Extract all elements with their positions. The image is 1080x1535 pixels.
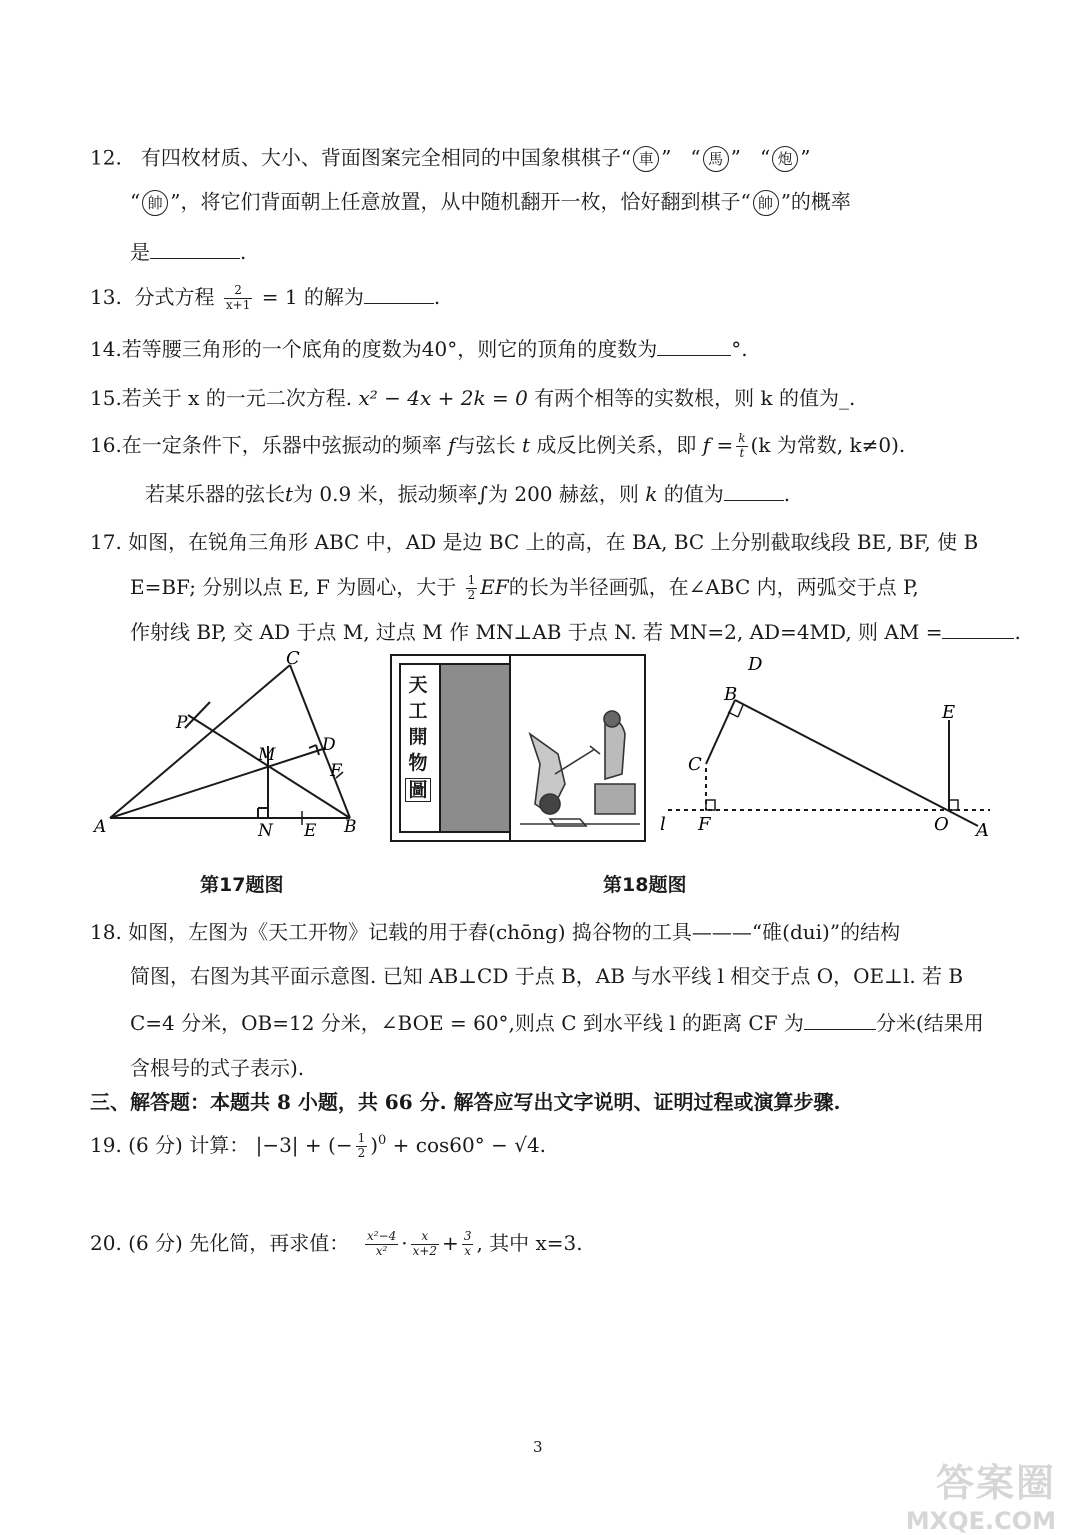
label-D: D <box>748 654 763 675</box>
question-12-line3: 是 . <box>130 240 247 264</box>
question-18-line1: 18. 如图，左图为《天工开物》记载的用于舂(chōng) 捣谷物的工具———“碓(dui)”的结构 <box>90 920 901 944</box>
question-17-line2: E=BF; 分别以点 E, F 为圆心，大于 $\frac{1}{2}$ EF的长为半径画弧，在∠ABC 内，两弧交于点 P, <box>130 573 919 602</box>
label-B: B <box>344 817 357 837</box>
fraction: $\frac{2}{x+1}$ <box>225 283 251 312</box>
label-E: E <box>942 702 956 723</box>
question-17-line3: 作射线 BP, 交 AD 于点 M, 过点 M 作 MN⊥AB 于点 N. 若 MN=2, AD=4MD, 则 AM = . <box>130 620 1021 644</box>
question-16-line2: 若某乐器的弦长t为 0.9 米，振动频率∫为 200 赫兹，则 k 的值为 . <box>145 482 791 506</box>
question-19: 19. (6 分) 计算： |−3| + (− $\frac{1}{2}$ )$^0$ + cos60° − √4. <box>90 1131 547 1160</box>
label-M: M <box>258 745 276 765</box>
fraction: $\frac{3}{x}$ <box>463 1229 472 1258</box>
fraction: $\frac{\text{x²−4}}{\text{x²}}$ <box>366 1229 397 1258</box>
answer-blank <box>657 354 731 356</box>
book-title-column: 天 工 開 物 圖 <box>402 672 434 804</box>
fraction: $\frac{k}{t}$ <box>738 431 746 460</box>
label-A: A <box>94 817 107 837</box>
chess-piece-icon: 帥 <box>753 190 779 216</box>
question-12-line2: “ 帥 ”，将它们背面朝上任意放置，从中随机翻开一枚，恰好翻到棋子“ 帥 ”的概率 <box>130 190 851 216</box>
chess-piece-icon: 帥 <box>142 190 168 216</box>
section-heading: 三、解答题：本题共 8 小题，共 66 分. 解答应写出文字说明、证明过程或演算步骤. <box>90 1090 841 1114</box>
figure-18-caption: 第18题图 <box>603 874 687 896</box>
figure-17-diagram <box>90 650 380 845</box>
page-number: 3 <box>533 1438 543 1456</box>
question-18-line2: 简图，右图为其平面示意图. 已知 AB⊥CD 于点 B，AB 与水平线 l 相交于点 O，OE⊥l. 若 B <box>130 964 964 988</box>
question-20: 20. (6 分) 先化简，再求值： $\frac{\text{x²−4}}{\text{x²}}$ · $\frac{x}{x+2}$ + $\frac{3}{x}$ , 其中 x=3. <box>90 1229 583 1258</box>
answer-blank <box>724 499 784 501</box>
question-12-line1: 12. 有四枚材质、大小、背面图案完全相同的中国象棋棋子“ 車 ” “ 馬 ” “ 炮 ” <box>90 146 810 172</box>
label-C: C <box>286 650 300 669</box>
label-O: O <box>934 814 949 835</box>
question-14: 14.若等腰三角形的一个底角的度数为40°，则它的顶角的度数为 °. <box>90 337 748 361</box>
label-A: A <box>976 820 989 841</box>
question-13: 13. 分式方程 $\frac{2}{x+1}$ = 1 的解为 . <box>90 283 441 312</box>
label-l: l <box>660 814 666 835</box>
watermark <box>906 1452 1056 1535</box>
figure-17-caption: 第17题图 <box>200 874 284 896</box>
chess-piece-icon: 車 <box>633 146 659 172</box>
question-15: 15.若关于 x 的一元二次方程. x² − 4x + 2k = 0 有两个相等的实数根，则 k 的值为_. <box>90 386 856 410</box>
label-E: E <box>304 821 317 841</box>
question-17-line1: 17. 如图，在锐角三角形 ABC 中，AD 是边 BC 上的高，在 BA, BC 上分别截取线段 BE, BF, 使 B <box>90 530 979 554</box>
fraction: $\frac{x}{x+2}$ <box>412 1229 438 1258</box>
fraction: $\frac{1}{2}$ <box>467 573 476 602</box>
question-16-line1: 16.在一定条件下，乐器中弦振动的频率 f与弦长 t 成反比例关系，即 f = $\frac{k}{t}$ (k 为常数, k≠0). <box>90 431 906 460</box>
label-D: D <box>322 735 336 755</box>
question-number: 12. <box>90 145 122 170</box>
watermark-logo: 答案圈 <box>935 1461 1056 1505</box>
chess-piece-icon: 炮 <box>772 146 798 172</box>
question-18-line3: C=4 分米，OB=12 分米，∠BOE = 60°,则点 C 到水平线 l 的距离 CF 为 分米(结果用 <box>130 1011 984 1035</box>
answer-blank <box>804 1028 876 1030</box>
question-18-line4: 含根号的式子表示). <box>130 1056 305 1080</box>
figure-18-diagram <box>650 650 995 845</box>
line-AC <box>110 665 290 818</box>
line-CB <box>290 665 350 818</box>
label-N: N <box>258 821 273 841</box>
label-P: P <box>176 713 188 733</box>
label-B: B <box>724 684 738 705</box>
label-C: C <box>688 754 702 775</box>
answer-blank <box>364 302 434 304</box>
line-CD <box>706 700 735 764</box>
answer-blank <box>150 257 240 259</box>
label-F: F <box>330 761 342 781</box>
chess-piece-icon: 馬 <box>703 146 729 172</box>
label-F: F <box>698 814 711 835</box>
watermark-url: MXQE.COM <box>905 1507 1056 1535</box>
fraction: $\frac{1}{2}$ <box>357 1131 366 1160</box>
answer-blank <box>942 637 1014 639</box>
